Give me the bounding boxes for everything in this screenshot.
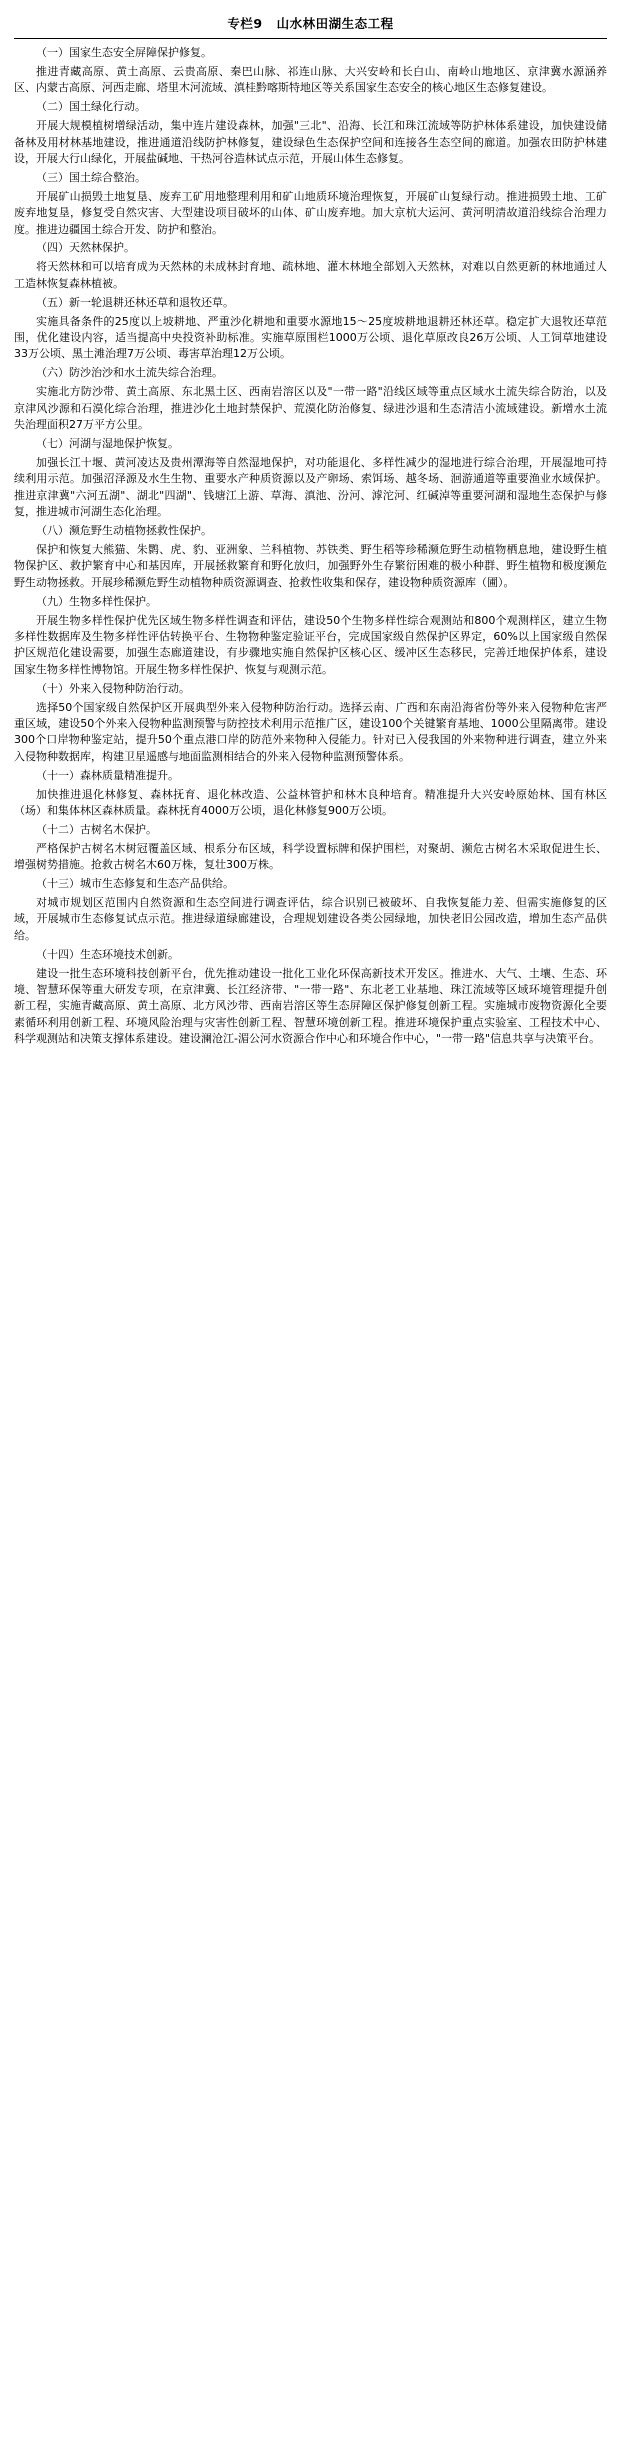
paragraph: （十三）城市生态修复和生态产品供给。 — [36, 877, 234, 891]
paragraph: （十一）森林质量精准提升。 — [36, 768, 179, 782]
paragraph: 实施北方防沙带、黄土高原、东北黑土区、西南岩溶区以及"一带一路"沿线区域等重点区域水土流失综合防治，以及京津风沙源和石漠化综合治理，推进沙化土地封禁保护、荒漠化防治修复、绿进沙退和生态清洁小流域建设。新增水土流失治理面积27万平方公里。 — [14, 385, 607, 432]
paragraph: （九）生物多样性保护。 — [36, 594, 157, 608]
paragraph: （三）国土综合整治。 — [36, 170, 146, 184]
paragraph: （二）国土绿化行动。 — [36, 100, 146, 114]
paragraph: 开展大规模植树增绿活动，集中连片建设森林，加强"三北"、沿海、长江和珠江流域等防护林体系建设，加快建设储备林及用材林基地建设，推进通道沿线防护林修复，建设绿色生态保护空间和连接各生态空间的廊道。加强农田防护林建设，开展大行山绿化，开展盐碱地、干热河谷造林试点示范，开展山体生态修复。 — [14, 119, 607, 165]
page-title — [14, 10, 607, 38]
paragraph: 严格保护古树名木树冠覆盖区域、根系分布区域，科学设置标牌和保护围栏，对聚胡、濒危古树名木采取促进生长、增强树势措施。抢救古树名木60万株，复壮300万株。 — [14, 841, 607, 872]
paragraph: （七）河湖与湿地保护恢复。 — [36, 436, 179, 450]
paragraph: （八）濒危野生动植物拯救性保护。 — [36, 523, 212, 537]
paragraph: （四）天然林保护。 — [36, 241, 135, 255]
paragraph: 加强长江十堰、黄河凌达及贵州潭海等自然湿地保护，对功能退化、多样性减少的湿地进行综合治理，开展湿地可持续利用示范。加强沼泽源及水生生物、重要水产种质资源以及产卵场、索饵场、越冬场、洄游通道等重要渔业水域保护。推进京津冀"六河五湖"、湖北"四湖"、钱塘江上游、草海、滇池、汾河、滹沱河、红碱淖等重要河湖和湿地生态保护与修复，推进城市河湖生态化治理。 — [14, 455, 607, 519]
paragraph: 选择50个国家级自然保护区开展典型外来入侵物种防治行动。选择云南、广西和东南沿海省份等外来入侵物种危害严重区域，建设50个外来入侵物种监测预警与防控技术利用示范推广区，建设100个关键繁育基地、1000公里隔离带。建设300个口岸物种鉴定站，提升50个重点港口岸的防范外来物种入侵能力。针对已入侵我国的外来物种进行调查，建立外来入侵物种数据库，构建卫星遥感与地面监测相结合的外来入侵物种监测预警体系。 — [14, 700, 607, 763]
box-label: 专栏9 — [227, 16, 263, 31]
paragraph: 加快推进退化林修复、森林抚育、退化林改造、公益林管护和林木良种培育。精准提升大兴安岭原始林、国有林区（场）和集体林区森林质量。森林抚育4000万公顷，退化林修复900万公顷。 — [14, 787, 607, 817]
paragraph: 实施具备条件的25度以上坡耕地、严重沙化耕地和重要水源地15～25度坡耕地退耕还林还草。稳定扩大退牧还草范围，优化建设内容，适当提高中央投资补助标准。实施草原围栏1000万公顷、退化草原改良26万公顷、人工饲草地建设33万公顷、黑土滩治理7万公顷、毒害草治理12万公顷。 — [14, 314, 607, 361]
paragraph: （六）防沙治沙和水土流失综合治理。 — [36, 366, 223, 380]
paragraph: 将天然林和可以培育成为天然林的未成林封育地、疏林地、灌木林地全部划入天然林，对难以自然更新的林地通过人工造林恢复森林植被。 — [14, 260, 607, 290]
paragraph: （五）新一轮退耕还林还草和退牧还草。 — [36, 295, 234, 309]
paragraph: 建设一批生态环境科技创新平台，优先推动建设一批化工业化环保高新技术开发区。推进水、大气、土壤、生态、环境、智慧环保等重大研发专项，在京津冀、长江经济带、"一带一路"、东北老工业基地、珠江流域等区域环境管理提升创新工程，实施青藏高原、黄土高原、北方风沙带、西南岩溶区等生态屏障区保护修复创新工程。实施城市废物资源化全要素循环利用创新工程、环境风险治理与灾害性创新工程、智慧环境创新工程。推进环境保护重点实验室、工程技术中心、科学观测站和决策支撑体系建设。建设澜沧江-湄公河水资源合作中心和环境合作中心，"一带一路"信息共享与决策平台。 — [14, 966, 607, 1046]
title-divider — [14, 38, 607, 39]
paragraph: （十四）生态环境技术创新。 — [36, 947, 179, 961]
paragraph: 对城市规划区范围内自然资源和生态空间进行调查评估，综合识别已被破坏、自我恢复能力差、但需实施修复的区域，开展城市生态修复试点示范。推进绿道绿廊建设，合理规划建设各类公园绿地，加快老旧公园改造，增加生态产品供给。 — [14, 896, 607, 942]
paragraph: 推进青藏高原、黄土高原、云贵高原、秦巴山脉、祁连山脉、大兴安岭和长白山、南岭山地地区、京津冀水源涵养区、内蒙古高原、河西走廊、塔里木河流域、滇桂黔喀斯特地区等关系国家生态安全的核心地区生态修复建设。 — [14, 64, 607, 95]
paragraph: 保护和恢复大熊猫、朱鹮、虎、豹、亚洲象、兰科植物、苏铁类、野生稻等珍稀濒危野生动植物栖息地，建设野生植物保护区、救护繁育中心和基因库，开展拯救繁育和野化放归，加强野外生存繁衍困难的极小种群、野生植物和极度濒危野生动物拯救。开展珍稀濒危野生动植物种质资源调查、抢救性收集和保存，建设物种质资源库（圃）。 — [14, 542, 607, 589]
paragraph: （一）国家生态安全屏障保护修复。 — [36, 46, 212, 59]
paragraph: 开展矿山损毁土地复垦、废弃工矿用地整理利用和矿山地质环境治理恢复，开展矿山复绿行动。推进损毁土地、工矿废弃地复垦，修复受自然灾害、大型建设项目破坏的山体、矿山废弃地。加大京杭大运河、黄河明清故道沿线综合治理力度。推进边疆国土综合开发、防护和整治。 — [14, 189, 607, 236]
box-title-text: 山水林田湖生态工程 — [276, 16, 394, 31]
document-body — [14, 45, 607, 1048]
paragraph: （十）外来入侵物种防治行动。 — [36, 681, 190, 695]
paragraph: 开展生物多样性保护优先区域生物多样性调查和评估，建设50个生物多样性综合观测站和800个观测样区，建立生物多样性数据库及生物多样性评估转换平台、生物物种鉴定验证平台，完成国家级自然保护区界定，60%以上国家级自然保护区规范化建设需要，加强生态廊道建设，有步骤地实施自然保护区核心区、缓冲区生态移民，完善迁地保护体系，建设国家生物多样性博物馆。开展生物多样性保护、恢复与观测示范。 — [14, 613, 607, 676]
paragraph: （十二）古树名木保护。 — [36, 822, 157, 836]
